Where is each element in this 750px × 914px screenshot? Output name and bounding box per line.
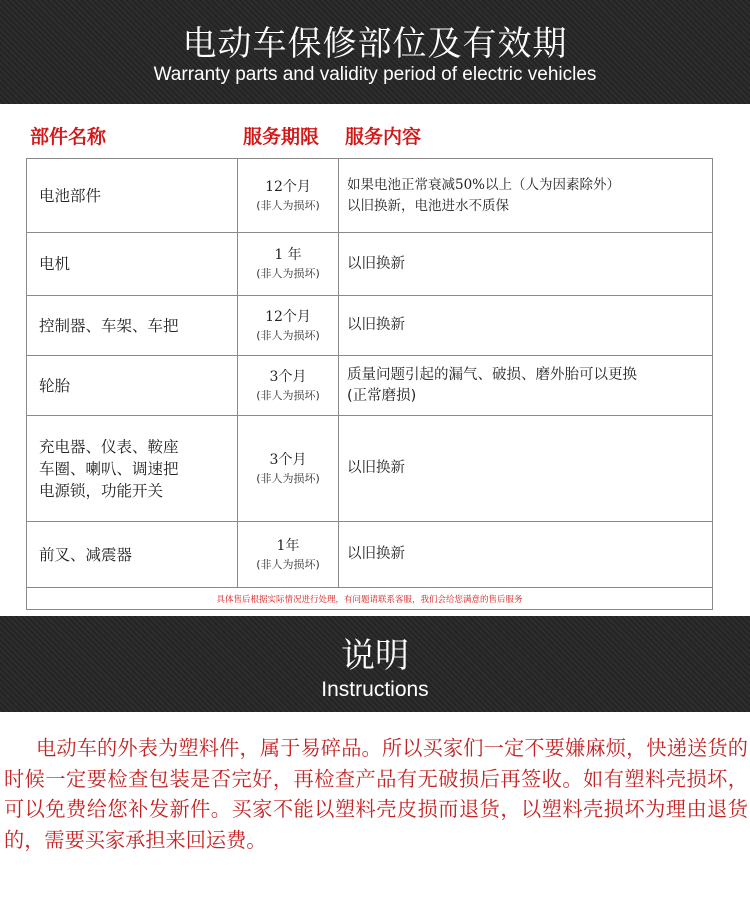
table-row [27, 522, 713, 588]
instructions-text: 电动车的外表为塑料件，属于易碎品。所以买家们一定不要嫌麻烦，快递送货的时候一定要检查包装是否完好，再检查产品有无破损后再签收。如有塑料壳损坏，可以免费给您补发新件。买家不能以塑料壳皮损而退货，以塑料壳损坏为理由退货的，需要买家承担来回运费。 [4, 736, 748, 852]
period-value: 12个月 [265, 178, 311, 195]
instructions-subtitle: Instructions [321, 678, 429, 701]
table-row [27, 159, 713, 233]
period-note: (非人为损坏) [256, 557, 320, 571]
period-note: (非人为损坏) [256, 267, 320, 280]
service-period [238, 356, 339, 416]
service-period [238, 416, 339, 522]
service-content: 以旧换新 [339, 522, 713, 588]
part-name: 控制器、车架、车把 [27, 296, 238, 356]
period-note: (非人为损坏) [256, 388, 320, 402]
service-period [238, 159, 339, 233]
period-value: 3个月 [269, 368, 307, 385]
table-row [27, 416, 713, 522]
period-value: 3个月 [269, 451, 307, 468]
page-subtitle: Warranty parts and validity period of electric vehicles [153, 64, 597, 85]
service-content: 以旧换新 [339, 416, 713, 522]
table-row [27, 356, 713, 416]
period-note: (非人为损坏) [256, 198, 320, 212]
part-name: 轮胎 [27, 356, 238, 416]
part-name: 电池部件 [27, 159, 238, 233]
service-period [238, 522, 339, 588]
part-name: 电机 [27, 233, 238, 296]
table-row [27, 233, 713, 296]
column-header-part: 部件名称 [30, 126, 107, 148]
column-header-content: 服务内容 [345, 126, 422, 148]
service-content: 以旧换新 [339, 233, 713, 296]
instructions-banner [0, 616, 750, 712]
column-header-period: 服务期限 [243, 126, 320, 148]
part-name: 充电器、仪表、鞍座 车圈、喇叭、调速把 电源锁，功能开关 [27, 416, 238, 522]
period-value: 12个月 [265, 308, 311, 325]
period-note: (非人为损坏) [256, 328, 320, 342]
instructions-title: 说明 [341, 636, 409, 676]
page-title: 电动车保修部位及有效期 [182, 24, 568, 64]
header-banner [0, 0, 750, 104]
service-period [238, 233, 339, 296]
part-name: 前叉、减震器 [27, 522, 238, 588]
service-content: 质量问题引起的漏气、破损、磨外胎可以更换 (正常磨损) [339, 356, 713, 416]
service-content: 以旧换新 [339, 296, 713, 356]
period-value: 1年 [276, 537, 300, 554]
period-note: (非人为损坏) [256, 471, 320, 485]
warranty-table [26, 158, 713, 610]
service-content: 如果电池正常衰减50%以上（人为因素除外） 以旧换新，电池进水不质保 [339, 159, 713, 233]
table-row [27, 296, 713, 356]
service-period [238, 296, 339, 356]
period-value: 1 年 [274, 247, 302, 263]
footnote-row [27, 588, 713, 610]
footnote: 具体售后根据实际情况进行处理，有问题请联系客服，我们会给您满意的售后服务 [27, 588, 713, 610]
